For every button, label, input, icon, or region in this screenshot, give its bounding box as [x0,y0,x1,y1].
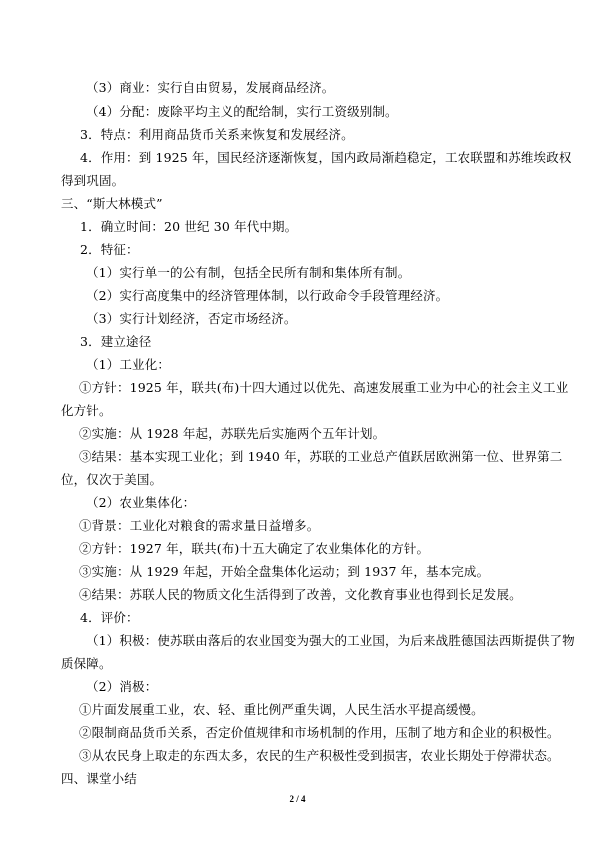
text-line: ②限制商品货币关系，否定价值规律和市场机制的作用，压制了地方和企业的积极性。 [79,725,560,740]
text-line: 3．建立途径 [80,334,152,349]
text-line: 得到巩固。 [61,173,125,188]
text-line: 质保障。 [61,656,112,671]
text-line: 3．特点：利用商品货币关系来恢复和发展经济。 [80,127,354,142]
text-line: （2）农业集体化： [86,495,196,510]
text-line: ③实施：从 1929 年起，开始全盘集体化运动；到 1937 年，基本完成。 [79,564,490,579]
text-line: （2）消极： [86,679,158,694]
text-line: 1．确立时间：20 世纪 30 年代中期。 [80,219,298,234]
text-line: （1）积极：使苏联由落后的农业国变为强大的工业国，为后来战胜德国法西斯提供了物 [86,633,575,648]
text-line: （2）实行高度集中的经济管理体制，以行政命令手段管理经济。 [86,288,449,303]
text-line: （1）实行单一的公有制，包括全民所有制和集体所有制。 [86,265,411,280]
section-heading: 三、“斯大林模式” [61,196,163,211]
text-line: （4）分配：废除平均主义的配给制，实行工资级别制。 [86,104,398,119]
text-line: ①方针：1925 年，联共(布)十四大通过以优先、高速发展重工业为中心的社会主义工业 [79,380,569,395]
page-number: 2 / 4 [289,794,306,804]
text-line: （1）工业化： [86,357,171,372]
text-line: （3）商业：实行自由贸易，发展商品经济。 [86,80,335,95]
text-line: ③从农民身上取走的东西太多，农民的生产积极性受到损害，农业长期处于停滞状态。 [79,748,560,763]
text-line: 化方针。 [61,403,112,418]
section-heading: 四、课堂小结 [61,771,137,786]
text-line: ②实施：从 1928 年起，苏联先后实施两个五年计划。 [79,426,386,441]
text-line: 4．作用：到 1925 年，国民经济逐渐恢复，国内政局渐趋稳定，工农联盟和苏维埃政权 [80,150,572,165]
text-line: ③结果：基本实现工业化；到 1940 年，苏联的工业总产值跃居欧洲第一位、世界第二 [79,449,563,464]
text-line: ④结果：苏联人民的物质文化生活得到了改善，文化教育事业也得到长足发展。 [79,587,522,602]
text-line: ②方针：1927 年，联共(布)十五大确定了农业集体化的方针。 [79,541,430,556]
text-line: （3）实行计划经济，否定市场经济。 [86,311,297,326]
text-line: ①背景：工业化对粮食的需求量日益增多。 [79,518,320,533]
text-line: 2．特征： [80,242,139,257]
text-line: 位，仅次于美国。 [61,472,163,487]
text-line: ①片面发展重工业，农、轻、重比例严重失调，人民生活水平提高缓慢。 [79,702,484,717]
text-line: 4．评价： [80,610,139,625]
